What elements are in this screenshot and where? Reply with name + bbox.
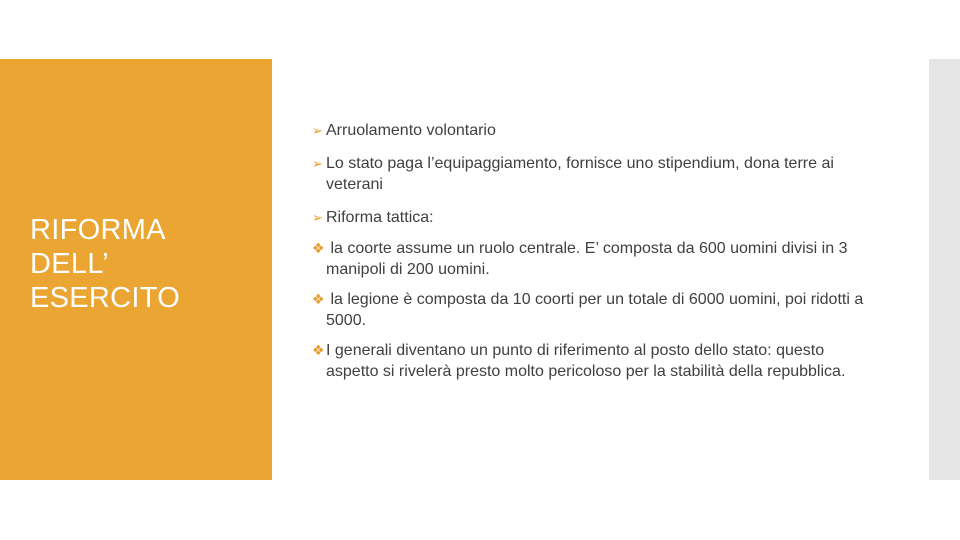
bullet-text: Lo stato paga l’equipaggiamento, fornisce uno stipendium, dona terre ai veterani [326,155,834,193]
arrow-icon: ➢ [312,156,323,171]
bullet-item [312,153,872,195]
bullet-text: Arruolamento volontario [326,122,496,139]
arrow-icon: ➢ [312,123,323,138]
title-line-1: RIFORMA [30,214,166,246]
diamond-icon: ❖ [312,240,325,256]
bullet-list [312,120,872,382]
slide-title [30,213,260,315]
bullet-item [312,289,872,331]
bullet-text: la coorte assume un ruolo centrale. E’ composta da 600 uomini divisi in 3 manipoli di 200 uomini. [326,240,848,278]
bullet-item [312,238,872,280]
right-edge-bar [929,59,960,480]
diamond-icon: ❖ [312,291,325,307]
bullet-text: I generali diventano un punto di riferimento al posto dello stato: questo aspetto si rivelerà presto molto pericoloso per la stabilità della repubblica. [326,342,846,380]
bullet-text: la legione è composta da 10 coorti per un totale di 6000 uomini, poi ridotti a 5000. [326,291,864,329]
title-line-3: ESERCITO [30,282,181,314]
bullet-item [312,207,872,228]
diamond-icon: ❖ [312,342,325,358]
bullet-item [312,340,872,382]
bullet-item [312,120,872,141]
bullet-text: Riforma tattica: [326,209,434,226]
arrow-icon: ➢ [312,210,323,225]
title-line-2: DELL’ [30,248,109,280]
